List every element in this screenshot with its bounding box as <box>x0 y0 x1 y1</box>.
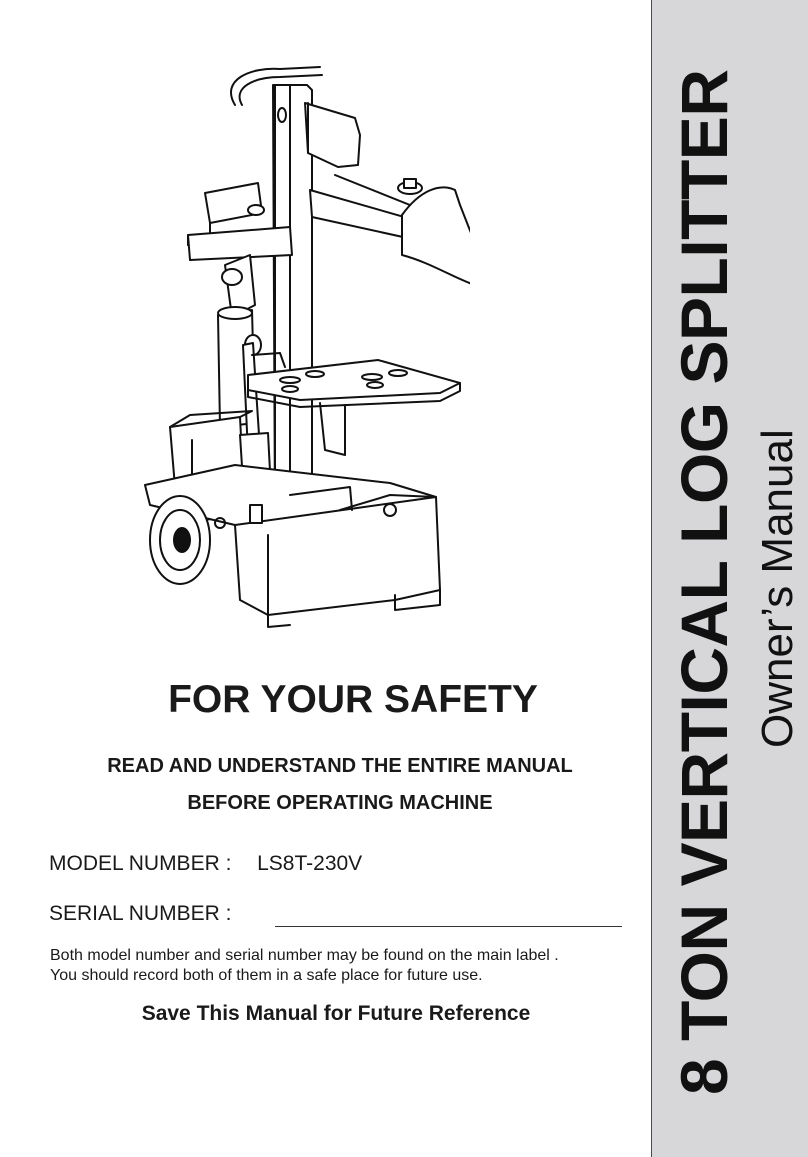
label-note <box>50 946 559 986</box>
serial-number-label: SERIAL NUMBER : <box>49 902 232 925</box>
label-note-line-1: Both model number and serial number may be found on the main label . <box>50 947 559 964</box>
model-number-value: LS8T-230V <box>257 852 363 875</box>
save-manual-notice: Save This Manual for Future Reference <box>141 1002 531 1025</box>
safety-heading: FOR YOUR SAFETY <box>168 678 538 721</box>
log-splitter-illustration <box>140 55 470 640</box>
safety-instruction-line-2: BEFORE OPERATING MACHINE <box>187 792 493 814</box>
manual-title: 8 TON VERTICAL LOG SPLITTER <box>667 69 741 1095</box>
label-note-line-2: You should record both of them in a safe place for future use. <box>50 967 483 984</box>
serial-number-line <box>275 926 622 927</box>
model-number-label: MODEL NUMBER : <box>49 852 232 875</box>
safety-instruction-line-1: READ AND UNDERSTAND THE ENTIRE MANUAL <box>107 755 573 777</box>
model-number-row <box>49 852 362 876</box>
manual-subtitle: Owner’s Manual <box>753 429 802 748</box>
